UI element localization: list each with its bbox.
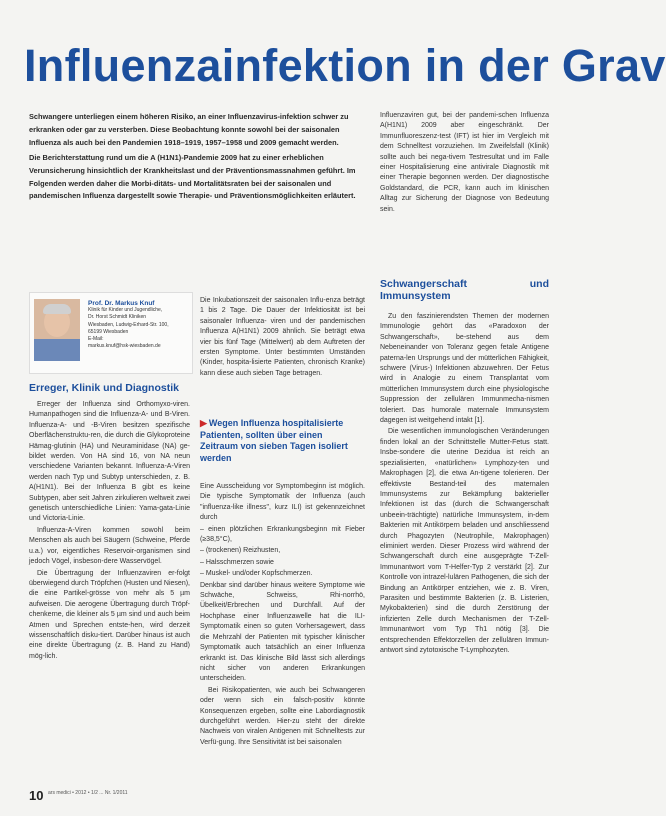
left-column	[29, 382, 190, 663]
triangle-arrow-icon: ▶	[200, 418, 207, 428]
section-heading-erreger: Erreger, Klinik und Diagnostik	[29, 382, 179, 394]
author-photo	[34, 299, 80, 359]
pull-quote	[200, 418, 360, 464]
author-detail: Wiesbaden, Ludwig-Erhard-Str. 100,	[88, 321, 169, 328]
right-column-bottom	[380, 278, 549, 657]
list-item: – Muskel- und/oder Kopfschmerzen.	[200, 570, 313, 578]
author-box	[29, 292, 193, 374]
list-item: – einen plötzlichen Erkrankungsbeginn mit Fieber (≥38,5°C),	[200, 525, 365, 544]
author-name: Prof. Dr. Markus Knuf	[88, 300, 155, 307]
body-paragraph: Influenzaviren gut, bei der pandemi-schen Influenza A(H1N1) 2009 aber eingeschränkt. Der Immunfluoreszenz-test (IFT) ist hier im Vergleich mit dem Schnelltest vorzuziehen. Im Zweifelsfall (Klinik) sollte auch bei nega-tivem Testresultat und im Falle einer Hospitalisierung eine antivirale Diagnostik mit einer Therapie begonnen werden. Der diagnostische Goldstandard, die PCR, kann auch im klinischen Alltag zur Sicherung der Diagnose von Bedeutung sein.	[380, 112, 549, 213]
author-detail: 65199 Wiesbaden	[88, 328, 129, 335]
body-paragraph: Die Inkubationszeit der saisonalen Influ-enza beträgt 1 bis 2 Tage. Die Dauer der Infektiosität ist bei saisonaler Influenza- viren und der pandemischen Influenza A(H1N1) 2009 ähnlich. Sie beträgt etwa vier bis fünf Tage (Mittelwert) ab dem Auftreten der ersten Symptome. Unter bestimmten Umständen (Kinder, hospita-lisierte Patienten, chronisch Kranke) kann diese auch sieben Tage betragen.	[200, 297, 365, 377]
body-paragraph: Eine Ausscheidung vor Symptombeginn ist möglich. Die typische Symptomatik der Influenza (auch "influenza-like illness", kurz ILI) ist gekennzeichnet durch	[200, 483, 365, 522]
page-number: 10	[29, 788, 44, 803]
middle-column-bottom	[200, 482, 365, 749]
pull-quote-text: Wegen Influenza hospitalisierte Patienten, sollten über einen Zeitraum von sieben Tagen isoliert werden	[200, 418, 348, 463]
author-detail: Dr. Horst Schmidt Kliniken	[88, 314, 147, 321]
section-heading-schwangerschaft: Schwangerschaft und Immunsystem	[380, 278, 549, 302]
author-info	[88, 300, 188, 350]
body-paragraph: Influenza-A-Viren kommen sowohl beim Menschen als auch bei Säugern (Schweine, Pferde u.a.) vor, eigentliches Reservoir-organismen sind jedoch Vögel, insbeson-dere Wasservögel.	[29, 526, 190, 566]
body-paragraph: Die wesentlichen immunologischen Veränderungen finden lokal an der Schnittstelle Mutter-Fetus statt. Insbe-sondere die uterine Dezidua ist reich an spezialisierten, «natürlichen» Lymphozy-ten und Makrophagen [2], die etwa An-tigene tolerieren. Der effektivste Bestand-teil des maternalen Immunsystems zur Bekämpfung bakterieller Infektionen ist das (durch die Schwangerschaft unbeein-trächtigte) natürliche Immunsystem, in-dem Bakterien mit Antikörpern beladen und anschliessend durch Phagozyten (Neutrophile, Makrophagen) eliminiert werden. Dieser Prozess wird während der Schwangerschaft durch eine ausgeprägte T-Zell-Immunantwort vom T-Helfer-Typ 2 verstärkt [2]. Zur Kontrolle von intrazel-lulären Pathogenen, die sich der Bindung an Antikörper entziehen, wie z. B. Viren, Parasiten und bestimmte Bakterien (z. B. Listerien, Mykobakterien) sind die durch Zerstörung der infizierten Zelle durch Mechanismen der T-Zell-Immunantwort vom Typ Th1 nötig [3]. Die entsprechenden Effektorzellen der zellulären Immun-antwort sind zytotoxische T-Lymphozyten.	[380, 428, 549, 654]
body-paragraph: Zu den faszinierendsten Themen der modernen Immunologie gehört das «Paradoxon der Schwangerschaft», be-stehend aus dem Nebeneinander von Toleranz gegen fetale Antigene paterna-len Ursprungs und der mütterlichen Fähigkeit, schwere (Virus-) Infektionen abzuwehren. Der Fetus wird in Analogie zu einem Transplantat vom mütterlichen Immunsystem durch eine physiologische Suppression der zellulären Immunmecha-nismen toleriert. Das humorale maternale Immunsystem dagegen ist weitgehend intakt [1].	[380, 313, 549, 425]
middle-column-top	[200, 296, 365, 380]
author-email[interactable]: markus.knuf@hsk-wiesbaden.de	[88, 343, 161, 350]
body-paragraph: Bei Risikopatienten, wie auch bei Schwangeren oder wenn sich ein falsch-positiv könnte Konsequenzen ergeben, sollte eine Labordiagnostik durchgeführt werden. Hier-zu steht der direkte Nachweis von viralen Antigenen mit Schnelltests zur Verfü-gung. Ihre Sensitivität ist bei saisonalen	[200, 686, 365, 746]
body-paragraph: Die Übertragung der Influenzaviren er-folgt überwiegend durch Tröpfchen (Husten und Niesen), die eine Partikel-grösse von mehr als 5 µm aufweisen. Die aerogene Übertragung durch Tröpf-chenkerne, die kleiner als 5 µm sind und auch beim Atmen und Sprechen entste-hen, wird derzeit wissenschaftlich disku-tiert. Darüber hinaus ist auch eine direkte Übertragung (z. B. Hand zu Hand) mög-lich.	[29, 569, 190, 660]
lead-paragraph-1: Schwangere unterliegen einem höheren Risiko, an einer Influenzavirus-infektion schwer zu erkranken oder gar zu versterben. Diese Beobachtung konnte sowohl bei der saisonalen Influenza als auch bei den Pandemien 1918–1919, 1957–1958 und 2009 gemacht werden.	[29, 112, 349, 147]
author-detail: Klinik für Kinder und Jugendliche,	[88, 307, 163, 314]
body-paragraph: Erreger der Influenza sind Orthomyxo-viren. Humanpathogen sind die Influenza-A- und B-Viren. Influenza-A- und -B-Viren besitzen spezifische Oberflächenstruktu-ren, die durch die Glykoproteine Hämag-glutinin (HA) und Neuraminidase (NA) ge-bildet werden. Von HA sind 16, von NA neun verschiedene Varianten bekannt. Influenza-A-Viren werden nach Typ und Subtyp unterschieden, z. B. A(H1N1). Bei der Influenza B gibt es keine Subtypen, aber seit Jahren zirkulieren weltweit zwei genetisch unterschiedliche Linien: Yama-gata-Linie und Victoria-Linie.	[29, 401, 190, 523]
page-title: Influenzainfektion in der Grav	[24, 40, 666, 91]
list-item: – (trockenen) Reizhusten,	[200, 547, 281, 555]
right-column-top	[380, 111, 549, 216]
list-item: – Halsschmerzen sowie	[200, 558, 274, 566]
lead-paragraph-2: Die Berichterstattung rund um die A (H1N1)-Pandemie 2009 hat zu einer erheblichen Verunsicherung hinsichtlich der Krankheitslast und der Präventionsmassnahmen geführt. Im Folgenden werden daher die Morbi-ditäts- und Mortalitätsraten bei der saisonalen und pandemischen Influenza dargestellt sowie Therapie- und Präventionsmöglichkeiten erläutert.	[29, 152, 356, 201]
body-paragraph: Denkbar sind darüber hinaus weitere Symptome wie Schwäche, Schweiss, Rhi-norrhö, Übelkeit/Erbrechen und Durchfall. Auf der Hochphase einer Influenzawelle hat die ILI-Symptomatik einen so guten Vorhersagewert, dass die Mehrzahl der Patienten mit typischer klinischer Symptomatik auch tatsächlich an einer Influenza erkrankt ist. Das klinische Bild lässt sich allerdings nicht sicher von anderen Erkrankungen unterscheiden.	[200, 581, 365, 683]
author-detail: E-Mail:	[88, 336, 104, 343]
lead-text	[29, 111, 361, 205]
publication-info: ars medici • 2012 • 1/2 ... Nr. 1/2011	[48, 790, 128, 796]
